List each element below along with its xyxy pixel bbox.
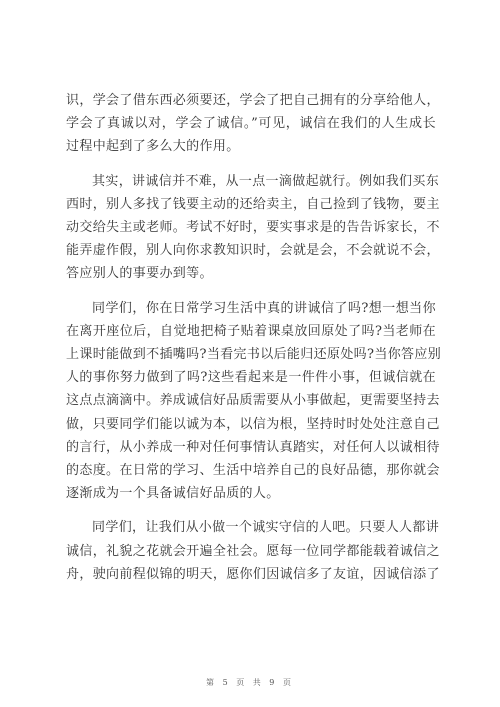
text-line: 舟，驶向前程似锦的明天，愿你们因诚信多了友谊，因诚信添了 [66,566,440,582]
paragraph-1 [66,89,440,159]
text-line: 动交给失主或老师。考试不好时，要实事求是的告告诉家长，不 [66,220,440,236]
paragraph-2 [66,170,440,286]
text-line: 其实，讲诚信并不难，从一点一滴做起就行。例如我们买东 [92,173,440,189]
text-line: 同学们，让我们从小做一个诚实守信的人吧。只要人人都讲 [92,520,440,536]
text-line: 诚信，礼貌之花就会开遍全社会。愿每一位同学都能载着诚信之 [66,543,440,559]
text-line: 人的事你努力做到了吗?这些看起来是一件件小事，但诚信就在 [66,370,436,386]
text-line: 西时，别人多找了钱要主动的还给卖主，自己捡到了钱物，要主 [66,196,440,212]
document-body [66,89,442,597]
text-line: 过程中起到了多么大的作用。 [66,139,240,155]
text-line: 答应别人的事要办到等。 [66,266,213,282]
text-line: 学会了真诚以对，学会了诚信。”可见，诚信在我们的人生成长 [66,116,436,132]
paragraph-3 [66,297,442,506]
text-line: 同学们，你在日常学习生活中真的讲诚信了吗?想一想当你 [92,300,436,316]
text-line: 的态度。在日常的学习、生活中培养自己的良好品德，那你就会 [66,463,440,479]
text-line: 在离开座位后，自觉地把椅子贴着课桌放回原处了吗?当老师在 [66,323,436,339]
page-number-footer: 第 5 页 共 9 页 [206,678,294,687]
text-line: 这点点滴滴中。养成诚信好品质需要从小事做起，更需要坚持去 [66,393,440,409]
text-line: 做，只要同学们能以诚为本，以信为根，坚持时时处处注意自己 [66,416,440,432]
text-line: 逐渐成为一个具备诚信好品质的人。 [66,486,280,502]
text-line: 识，学会了借东西必须要还，学会了把自己拥有的分享给他人， [66,93,440,108]
text-line: 的言行，从小养成一种对任何事情认真踏实，对任何人以诚相待 [66,439,440,455]
text-line: 上课时能做到不插嘴吗?当看完书以后能归还原处吗?当你答应别 [66,347,442,363]
text-line: 能弄虚作假，别人向你求教知识时，会就是会，不会就说不会， [66,243,440,259]
paragraph-4 [66,516,440,586]
